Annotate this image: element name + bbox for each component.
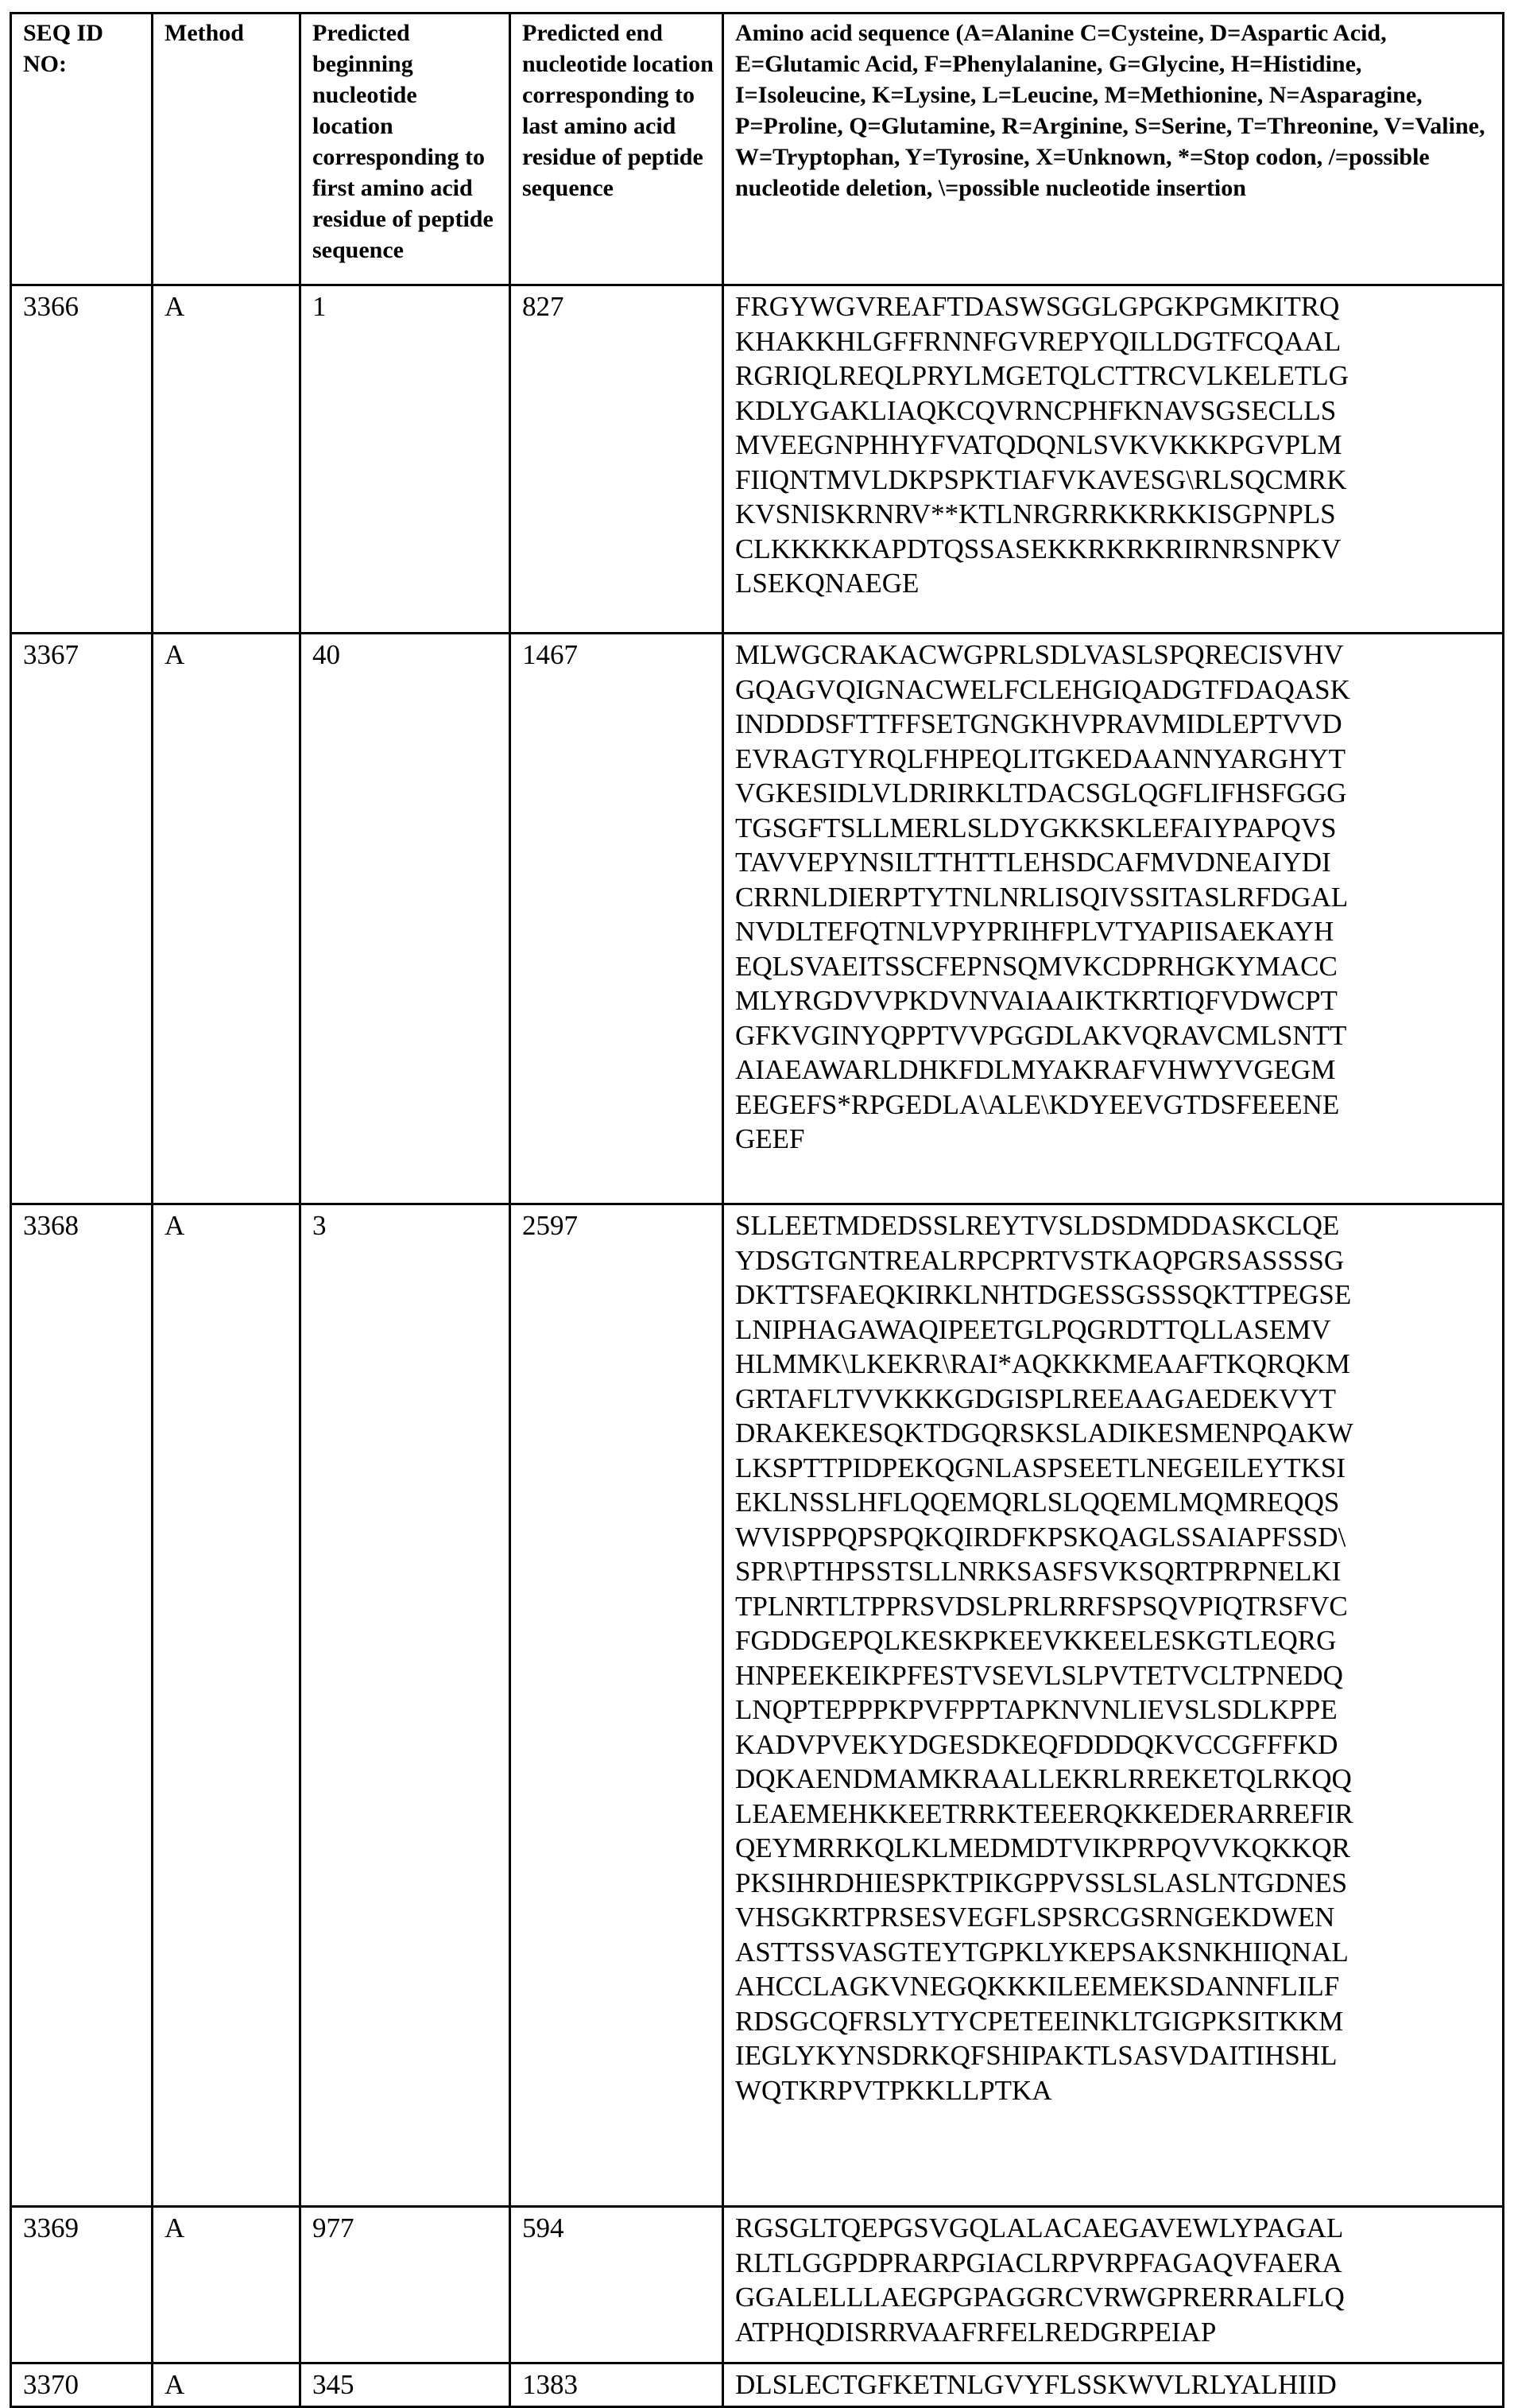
sequence-line: QEYMRRKQLKLMEDMDTVIKPRPQVVKQKKQR	[735, 1832, 1350, 1863]
sequence-table	[10, 12, 1504, 2408]
sequence-line: FRGYWGVREAFTDASWSGGLGPGKPGMKITRQ	[735, 291, 1340, 322]
sequence-line: MLYRGDVVPKDVNVAIAAIKTKRTIQFVDWCPT	[735, 985, 1338, 1016]
sequence-line: AIAEAWARLDHKFDLMYAKRAFVHWYVGEGM	[735, 1054, 1336, 1085]
end-cell: 1467	[510, 634, 723, 1204]
sequence-line: RLTLGGPDPRARPGIACLRPVRPFAGAQVFAERA	[735, 2247, 1342, 2278]
end-cell: 2597	[510, 1204, 723, 2207]
header-method: Method	[153, 14, 300, 285]
seq-id-cell: 3366	[11, 285, 153, 634]
end-cell: 827	[510, 285, 723, 634]
table-row	[11, 285, 1504, 634]
seq-id-cell: 3367	[11, 634, 153, 1204]
header-begin-location: Predicted beginning nucleotide location corresponding to first amino acid residue of peptide sequence	[300, 14, 510, 285]
sequence-line: EQLSVAEITSSCFEPNSQMVKCDPRHGKYMACC	[735, 950, 1338, 982]
sequence-line: VHSGKRTPRSESVEGFLSPSRCGSRNGEKDWEN	[735, 1902, 1335, 1933]
sequence-line: HLMMK\LKEKR\RAI*AQKKKMEAAFTKQRQKM	[735, 1348, 1350, 1379]
sequence-line: INDDDSFTTFFSETGNGKHVPRAVMIDLEPTVVD	[735, 708, 1342, 739]
seq-id-cell: 3369	[11, 2207, 153, 2363]
sequence-line: VGKESIDLVLDRIRKLTDACSGLQGFLIFHSFGGG	[735, 777, 1347, 808]
sequence-line: NVDLTEFQTNLVPYPRIHFPLVTYAPIISAEKAYH	[735, 916, 1334, 947]
begin-cell: 1	[300, 285, 510, 634]
table-row	[11, 2207, 1504, 2363]
sequence-line: IEGLYKYNSDRKQFSHIPAKTLSASVDAITIHSHL	[735, 2040, 1338, 2071]
sequence-line: GEEF	[735, 1123, 805, 1154]
sequence-line: EVRAGTYRQLFHPEQLITGKEDAANNYARGHYT	[735, 743, 1346, 774]
method-cell: A	[153, 634, 300, 1204]
sequence-line: LKSPTTPIDPEKQGNLASPSEETLNEGEILEYTKSI	[735, 1452, 1346, 1483]
table-row	[11, 634, 1504, 1204]
sequence-line: GRTAFLTVVKKKGDGISPLREEAAGAEDEKVYT	[735, 1382, 1337, 1414]
sequence-line: DRAKEKESQKTDGQRSKSLADIKESMENPQAKW	[735, 1417, 1353, 1448]
sequence-line: GQAGVQIGNACWELFCLEHGIQADGTFDAQASK	[735, 673, 1350, 705]
sequence-cell	[723, 285, 1504, 634]
sequence-line: FGDDGEPQLKESKPKEEVKKEELESKGTLEQRG	[735, 1625, 1337, 1656]
sequence-line: WQTKRPVTPKKLLPTKA	[735, 2074, 1052, 2106]
sequence-line: CRRNLDIERPTYTNLNRLISQIVSSITASLRFDGAL	[735, 881, 1349, 913]
begin-cell: 40	[300, 634, 510, 1204]
sequence-cell	[723, 634, 1504, 1204]
begin-cell: 977	[300, 2207, 510, 2363]
method-cell: A	[153, 1204, 300, 2207]
sequence-line: KADVPVEKYDGESDKEQFDDDQKVCCGFFFKD	[735, 1728, 1338, 1760]
sequence-line: RGRIQLREQLPRYLMGETQLCTTRCVLKELETLG	[735, 360, 1349, 391]
sequence-line: ASTTSSVASGTEYTGPKLYKEPSAKSNKHIIQNAL	[735, 1936, 1349, 1968]
sequence-line: KDLYGAKLIAQKCQVRNCPHFKNAVSGSECLLS	[735, 394, 1337, 426]
sequence-line: LNQPTEPPPKPVFPPTAPKNVNLIEVSLSDLKPPE	[735, 1694, 1338, 1725]
table-row	[11, 2363, 1504, 2407]
sequence-line: RGSGLTQEPGSVGQLALACAEGAVEWLYPAGAL	[735, 2212, 1344, 2243]
end-cell: 1383	[510, 2363, 723, 2407]
sequence-line: AHCCLAGKVNEGQKKKILEEMEKSDANNFLILF	[735, 1971, 1340, 2002]
begin-cell: 3	[300, 1204, 510, 2207]
sequence-line: KHAKKHLGFFRNNFGVREPYQILLDGTFCQAAL	[735, 325, 1342, 357]
sequence-line: EEGEFS*RPGEDLA\ALE\KDYEEVGTDSFEEENE	[735, 1088, 1340, 1120]
sequence-cell	[723, 2363, 1504, 2407]
sequence-line: DLSLECTGFKETNLGVYFLSSKWVLRLYALHIID	[735, 2369, 1337, 2400]
sequence-line: TGSGFTSLLMERLSLDYGKKSKLEFAIYPAPQVS	[735, 812, 1337, 843]
sequence-line: YDSGTGNTREALRPCPRTVSTKAQPGRSASSSSG	[735, 1244, 1345, 1276]
method-cell: A	[153, 2363, 300, 2407]
method-cell: A	[153, 2207, 300, 2363]
sequence-line: FIIQNTMVLDKPSPKTIAFVKAVESG\RLSQCMRK	[735, 463, 1347, 495]
sequence-line: LEAEMEHKKEETRRKTEEERQKKEDERARREFIR	[735, 1797, 1353, 1829]
header-row	[11, 14, 1504, 285]
sequence-line: KVSNISKRNRV**KTLNRGRRKKRKKISGPNPLS	[735, 498, 1336, 529]
sequence-line: DKTTSFAEQKIRKLNHTDGESSGSSSQKTTPEGSE	[735, 1279, 1352, 1310]
table-row	[11, 1204, 1504, 2207]
begin-cell: 345	[300, 2363, 510, 2407]
header-seq-id: SEQ ID NO:	[11, 14, 153, 285]
sequence-line: MLWGCRAKACWGPRLSDLVASLSPQRECISVHV	[735, 639, 1344, 670]
sequence-line: CLKKKKKAPDTQSSASEKKRKRKRIRNRSNPKV	[735, 533, 1342, 564]
seq-id-cell: 3368	[11, 1204, 153, 2207]
sequence-cell	[723, 2207, 1504, 2363]
sequence-line: LNIPHAGAWAQIPEETGLPQGRDTTQLLASEMV	[735, 1313, 1331, 1345]
header-end-location: Predicted end nucleotide location corresponding to last amino acid residue of peptide sequence	[510, 14, 723, 285]
sequence-line: ATPHQDISRRVAAFRFELREDGRPEIAP	[735, 2316, 1217, 2348]
sequence-line: MVEEGNPHHYFVATQDQNLSVKVKKKPGVPLM	[735, 429, 1342, 460]
sequence-line: RDSGCQFRSLYTYCPETEEINKLTGIGPKSITKKM	[735, 2005, 1344, 2037]
sequence-line: EKLNSSLHFLQQEMQRLSLQQEMLMQMREQQS	[735, 1487, 1340, 1518]
sequence-line: LSEKQNAEGE	[735, 568, 920, 599]
sequence-line: SLLEETMDEDSSLREYTVSLDSDMDDASKCLQE	[735, 1210, 1340, 1241]
sequence-line: WVISPPQPSPQKQIRDFKPSKQAGLSSAIAPFSSD\	[735, 1521, 1346, 1553]
seq-id-cell: 3370	[11, 2363, 153, 2407]
sequence-line: TAVVEPYNSILTTHTTLEHSDCAFMVDNEAIYDI	[735, 847, 1331, 878]
sequence-line: GGALELLLAEGPGPAGGRCVRWGPRERRALFLQ	[735, 2282, 1345, 2313]
sequence-line: HNPEEKEIKPFESTVSEVLSLPVTETVCLTPNEDQ	[735, 1659, 1343, 1691]
sequence-line: PKSIHRDHIESPKTPIKGPPVSSLSLASLNTGDNES	[735, 1867, 1348, 1898]
sequence-line: DQKAENDMAMKRAALLEKRLRREKETQLRKQQ	[735, 1763, 1352, 1794]
sequence-line: SPR\PTHPSSTSLLNRKSASFSVKSQRTPRPNELKI	[735, 1556, 1342, 1587]
sequence-line: GFKVGINYQPPTVVPGGDLAKVQRAVCMLSNTT	[735, 1019, 1347, 1051]
header-amino-acid-sequence: Amino acid sequence (A=Alanine C=Cysteine, D=Aspartic Acid, E=Glutamic Acid, F=Phenylalanine, G=Glycine, H=Histidine, I=Isoleucine, K=Lysine, L=Leucine, M=Methionine, N=Asparagine, P=Proline, Q=Glutamine, R=Arginine, S=Serine, T=Threonine, V=Valine, W=Tryptophan, Y=Tyrosine, X=Unknown, *=Stop codon, /=possible nucleotide deletion, \=possible nucleotide insertion	[723, 14, 1504, 285]
sequence-cell	[723, 1204, 1504, 2207]
end-cell: 594	[510, 2207, 723, 2363]
method-cell: A	[153, 285, 300, 634]
sequence-line: TPLNRTLTPPRSVDSLPRLRRFSPSQVPIQTRSFVC	[735, 1590, 1348, 1622]
